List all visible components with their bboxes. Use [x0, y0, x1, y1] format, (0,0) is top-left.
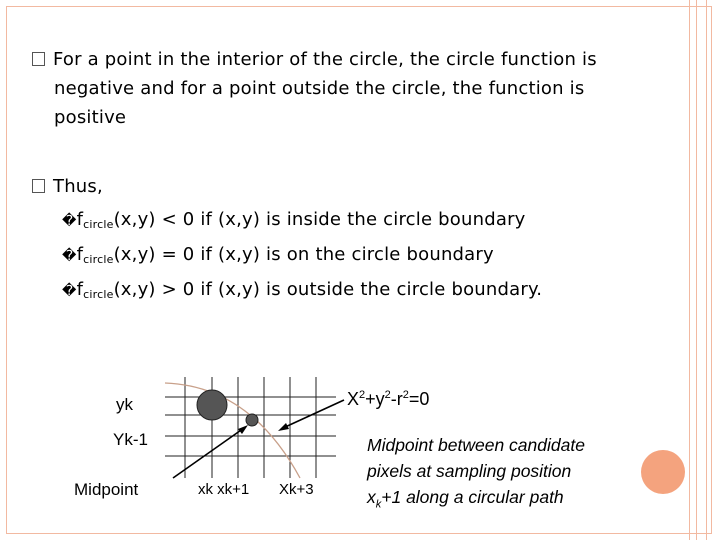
equation-arrowhead — [278, 423, 289, 431]
sub-bullet-icon: � — [62, 248, 77, 264]
function-subscript: circle — [83, 253, 114, 266]
bullet-text-line: negative and for a point outside the circle, the function is — [54, 78, 585, 99]
circle-equation: $X^2+y^2-r^2=0$ — [347, 389, 430, 409]
bullet-text: Thus, — [53, 176, 103, 197]
label-xk-xk1: xk xk+1 — [198, 481, 250, 498]
midpoint-note — [367, 432, 585, 518]
condition-text: (x,y) < 0 if (x,y) is inside the circle boundary — [113, 209, 526, 230]
bullet-text-line: positive — [54, 107, 127, 128]
note-line: pixels at sampling position — [367, 461, 572, 481]
condition-text: (x,y) = 0 if (x,y) is on the circle boundary — [113, 244, 494, 265]
sub-bullet-icon: � — [62, 283, 77, 299]
condition-text: (x,y) > 0 if (x,y) is outside the circle boundary. — [113, 279, 543, 300]
label-midpoint: Midpoint — [74, 480, 139, 499]
bullet-text-line: For a point in the interior of the circle, the circle function is — [53, 49, 597, 70]
midpoint-arrowhead — [238, 425, 248, 434]
midpoint-dot — [246, 414, 258, 426]
function-name: f — [76, 244, 84, 265]
note-line: Midpoint between candidate — [367, 435, 585, 455]
label-yk-minus-1: Yk-1 — [113, 430, 148, 449]
label-xk3: Xk+3 — [279, 481, 314, 498]
function-name: f — [76, 209, 84, 230]
function-subscript: circle — [83, 288, 114, 301]
candidate-pixel-large — [197, 390, 227, 420]
function-name: f — [76, 279, 84, 300]
label-yk: yk — [116, 395, 133, 414]
pixel-grid — [165, 377, 336, 478]
note-line: $x_k+1$ along a circular path — [367, 487, 564, 511]
equation-arrow — [283, 400, 344, 428]
sub-bullet-icon: � — [62, 213, 77, 229]
function-subscript: circle — [83, 218, 114, 231]
